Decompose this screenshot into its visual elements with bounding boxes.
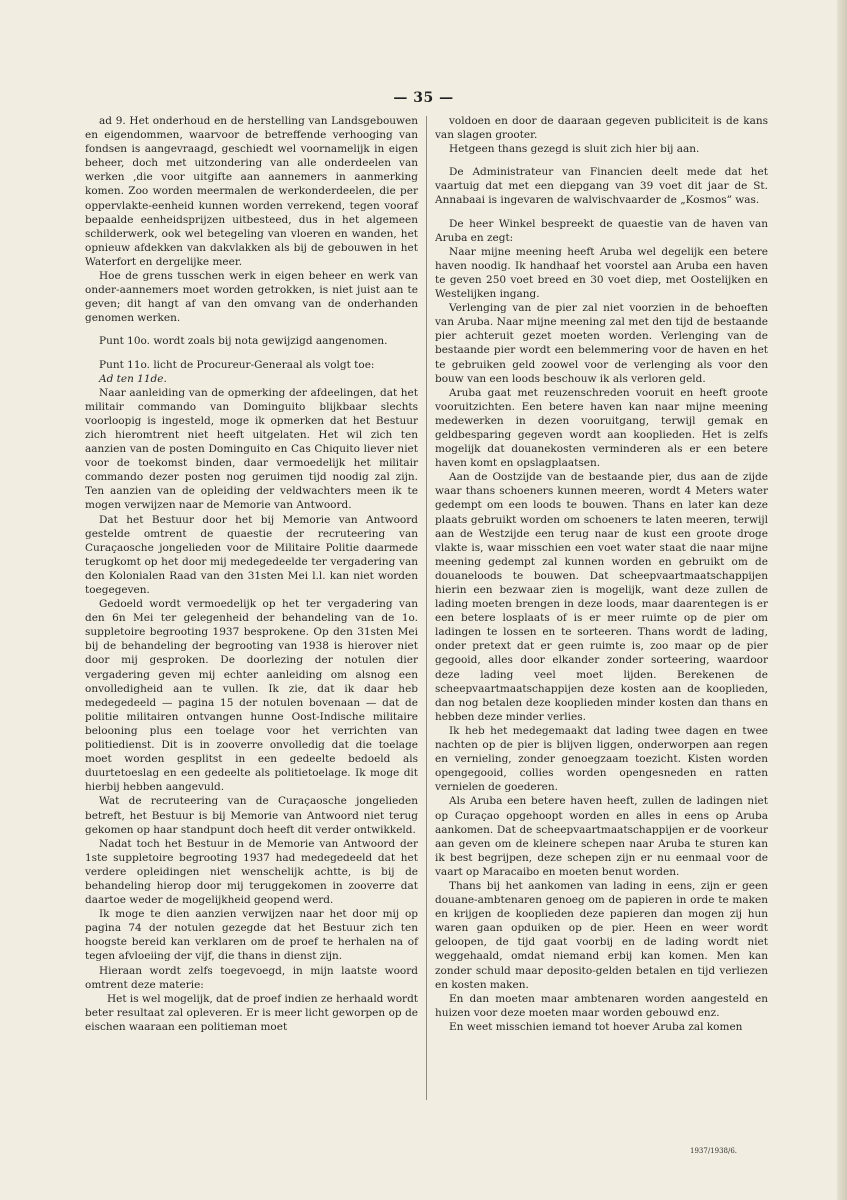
left-column: [85, 114, 418, 1034]
right-column: [435, 114, 768, 1034]
paragraph: De heer Winkel bespreekt de quaestie van de haven van Aruba en zegt:: [435, 217, 768, 244]
paragraph: Het is wel mogelijk, dat de proef indien ze herhaald wordt beter resultaat zal opleveren. Er is meer licht geworpen op de eischen waaraan een politieman moet: [85, 992, 419, 1033]
paragraph: En weet misschien iemand tot hoever Aruba zal komen: [449, 1020, 743, 1033]
paragraph: voldoen en door de daaraan gegeven publiciteit is de kans van slagen grooter.: [435, 115, 768, 142]
paragraph: Aan de Oostzijde van de bestaande pier, dus aan de zijde waar thans schoeners kunnen meeren, wordt 4 Meters water gedempt om een loods te bouwen. Thans en later kan deze plaats gebruikt worden om schoeners te laten meeren, terwijl aan de Westzijde een terug naar de kust een groote droge vlakte is, waar misschien een voet water staat die naar mijne meening gedempt zal kunnen worden en gebruikt om de douaneloods te bouwen. Dat scheepvaartmaatschappijen hierin een bezwaar zien is mogelijk, want deze zullen de lading moeten brengen in deze loods, maar daarentegen is er een betere losplaats of is er meer ruimte op de pier om ladingen te lossen en te sorteeren. Thans wordt de lading, onder pretext dat er geen ruimte is, zoo maar op de pier gegooid, alles door elkander zonder sorteering, waardoor deze lading veel moet lijden. Berekenen de scheepvaartmaatschappijen deze kosten aan de kooplieden, dan nog betalen deze kooplieden minder kosten dan thans en hebben deze minder verlies.: [435, 471, 768, 723]
paragraph: De Administrateur van Financien deelt mede dat het vaartuig dat met een diepgang van 39 voet dit jaar de St. Annabaai is ingevaren de walvischvaarder de „Kosmos” was.: [435, 166, 768, 207]
paragraph: Gedoeld wordt vermoedelijk op het ter vergadering van den 6n Mei ter gelegenheid der behandeling van de 1o. suppletoire begrooting 1937 besprokene. Op den 31sten Mei bij de behandeling der begrooting van 1938 is hierover niet door mij gesproken. De doorlezing der notulen dier vergadering geven mij echter aanleiding om alsnog een onvolledigheid aan te vullen. Ik zie, dat ik daar heb medegedeeld — pagina 15 der notulen bovenaan — dat de politie militairen ontvangen hunne Oost-Indische militaire belooning plus een toelage voor het verrichten van politiedienst. Dit is in zooverre onvolledig dat die toelage moet worden gesplitst in een gedeelte bedoeld als duurtetoeslag en een gedeelte als politietoelage. Ik moge dit hierbij hebben aangevuld.: [85, 598, 418, 794]
paragraph: Hetgeen thans gezegd is sluit zich hier bij aan.: [449, 143, 700, 156]
paragraph: Nadat toch het Bestuur in de Memorie van Antwoord der 1ste suppletoire begrooting 1937 had medegedeeld dat het verdere opleidingen niet wenschelijk achtte, is bij de behandeling hierop door mij teruggekomen in zooverre dat daartoe weder de mogelijkheid geopend werd.: [85, 837, 418, 907]
paragraph: Hoe de grens tusschen werk in eigen beheer en werk van onder-aannemers moet worden getrokken, is niet juist aan te geven; dit hangt af van den omvang van de onderhanden genomen werken.: [85, 270, 418, 325]
paragraph: Thans bij het aankomen van lading in eens, zijn er geen douane-ambtenaren genoeg om de papieren in orde te maken en krijgen de kooplieden deze papieren dan mogen zij hun waren gaan opduiken op de pier. Heen en weer wordt geloopen, de tijd gaat voorbij en de lading wordt niet weggehaald, omdat niemand erbij kan komen. Men kan zonder schuld maar deposito-gelden betalen en tijd verliezen en kosten maken.: [435, 879, 768, 991]
paragraph: Ik moge te dien aanzien verwijzen naar het door mij op pagina 74 der notulen gezegde dat het Bestuur zich ten hoogste bereid kan verklaren om de proef te herhalen na of tegen afvloeiing der vijf, die thans in dienst zijn.: [85, 908, 418, 963]
footer-code: 1937/1938/6.: [690, 1147, 738, 1155]
paragraph: Als Aruba een betere haven heeft, zullen de ladingen niet op Curaçao opgehoopt worden en alles in eens op Aruba aankomen. Dat de scheepvaartmaatschappijen er de voorkeur aan geven om de kleinere schepen naar Aruba te sturen kan ik best begrijpen, deze schepen zijn er nu eenmaal voor de vaart op Maracaibo en moeten benut worden.: [435, 795, 768, 878]
paragraph: Verlenging van de pier zal niet voorzien in de behoeften van Aruba. Naar mijne meening zal met den tijd de bestaande pier achteruit gezet moeten worden. Verlenging van de bestaande pier wordt een belemmering voor de haven en het te gebruiken geld zoowel voor de verlenging als voor den bouw van een loods beschouw ik als verloren geld.: [435, 302, 768, 385]
column-divider: [426, 116, 427, 1100]
paragraph: Hieraan wordt zelfs toegevoegd, in mijn laatste woord omtrent deze materie:: [85, 964, 418, 991]
page-number: — 35 —: [393, 90, 454, 106]
paragraph: Punt 11o. licht de Procureur-Generaal als volgt toe:: [99, 358, 375, 371]
paragraph: Punt 10o. wordt zoals bij nota gewijzigd aangenomen.: [99, 335, 388, 348]
paragraph: Naar mijne meening heeft Aruba wel degelijk een betere haven noodig. Ik handhaaf het voorstel aan Aruba een haven te geven 250 voet breed en 30 voet diep, met Oostelijken en Westelijken ingang.: [435, 245, 768, 301]
paragraph: Naar aanleiding van de opmerking der afdeelingen, dat het militair commando van Dominguito blijkbaar slechts voorloopig is ingesteld, moge ik opmerken dat het Bestuur zich hieromtrent niet heeft uitgelaten. Het wil zich ten aanzien van de posten Dominguito en Cas Chiquito liever niet voor de toekomst binden, daar vermoedelijk het militair commando dezer posten nog geruimen tijd noodig zal zijn. Ten aanzien van de opleiding der veldwachters meen ik te mogen verwijzen naar de Memorie van Antwoord.: [85, 386, 418, 512]
paragraph: Dat het Bestuur door het bij Memorie van Antwoord gestelde omtrent de quaestie der recruteering van Curaçaosche jongelieden voor de Militaire Politie daarmede terugkomt op het door mij medegedeelde ter vergadering van den Kolonialen Raad van den 31sten Mei l.l. kan niet worden toegegeven.: [85, 513, 418, 596]
paragraph: ad 9. Het onderhoud en de herstelling van Landsgebouwen en eigendommen, waarvoor de betreffende verhooging van fondsen is aangevraagd, geschiedt wel voornamelijk in eigen beheer, doch met uitzondering van alle onderdeelen van werken ,die voor uitgifte aan aannemers in aanmerking komen. Zoo worden meermalen de werkonderdeelen, die per oppervlakte-eenheid kunnen worden verrekend, tegen vooraf bepaalde eenheidsprijzen uitbesteed, dus in het algemeen schilderwerk, ook wel betegeling van vloeren en wanden, het opnieuw afdekken van dakvlakken als bij de gebouwen in het Waterfort en dergelijke meer.: [85, 115, 418, 268]
paragraph: Ik heb het medegemaakt dat lading twee dagen en twee nachten op de pier is blijven liggen, onderworpen aan regen en vernieling, zonder genoegzaam toezicht. Kisten worden opengegooid, collies worden opengesneden en ratten vernielen de goederen.: [435, 724, 768, 794]
paragraph: En dan moeten maar ambtenaren worden aangesteld en huizen voor deze moeten maar worden gebouwd enz.: [435, 992, 768, 1019]
paragraph: Ad ten 11de.: [99, 372, 167, 385]
paragraph: Wat de recruteering van de Curaçaosche jongelieden betreft, het Bestuur is bij Memorie van Antwoord niet terug gekomen op haar standpunt doch heeft dit verder ontwikkeld.: [85, 795, 418, 836]
paragraph: Aruba gaat met reuzenschreden vooruit en heeft groote vooruitzichten. Een betere haven kan naar mijne meening medewerken in dezen vooruitgang, terwijl gemak en geldbesparing gegeven wordt aan kooplieden. Het is zelfs mogelijk dat douanekosten verminderen als er een betere haven komt en opslagplaatsen.: [435, 386, 768, 470]
